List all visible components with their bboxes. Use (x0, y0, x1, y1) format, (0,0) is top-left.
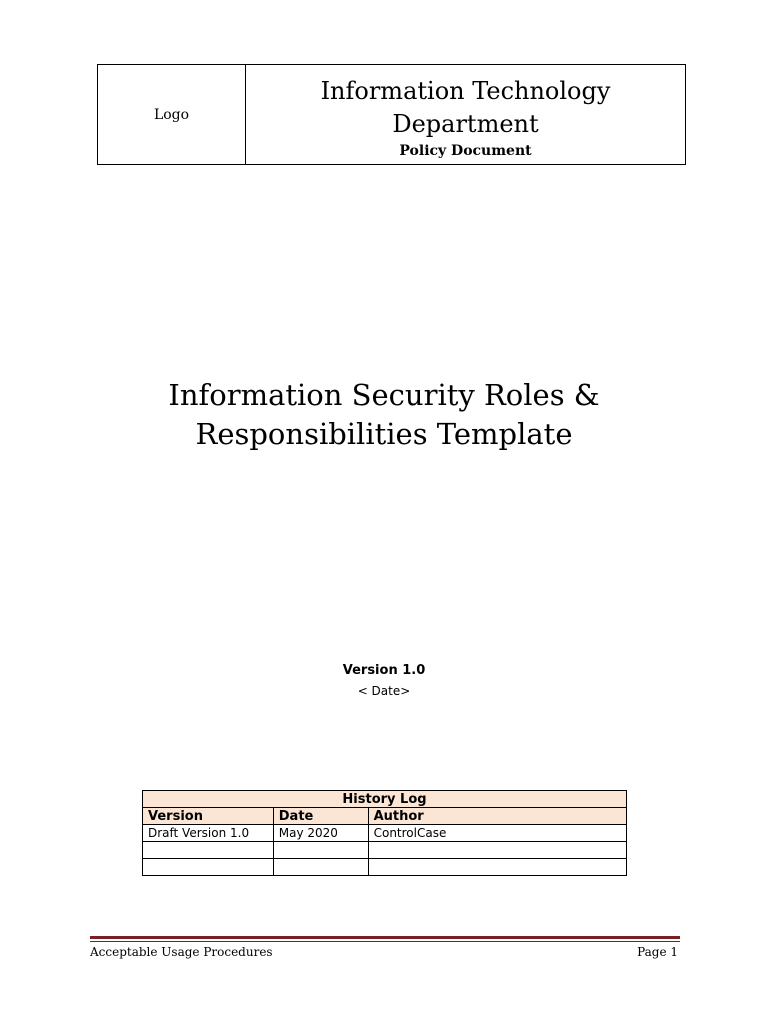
version-label: Version 1.0 (342, 663, 426, 678)
logo-text: Logo (153, 106, 190, 123)
table-cell (368, 842, 626, 859)
table-cell (273, 859, 368, 876)
document-subtitle: Policy Document (399, 142, 532, 159)
table-row (143, 842, 627, 859)
header-table (97, 64, 686, 165)
table-cell (273, 842, 368, 859)
column-header-author: Author (368, 808, 626, 825)
history-log-table (142, 790, 627, 876)
footer-rule-thin (90, 941, 680, 942)
history-log-caption: History Log (143, 791, 627, 808)
department-name-line2: Department (392, 109, 539, 138)
table-cell: Draft Version 1.0 (143, 825, 274, 842)
document-title-line2: Responsibilities Template (195, 417, 573, 451)
table-cell (368, 859, 626, 876)
logo-placeholder (98, 65, 246, 164)
table-row (143, 825, 627, 842)
table-cell: May 2020 (273, 825, 368, 842)
department-name-line1: Information Technology (320, 76, 611, 105)
history-log-caption-row (143, 791, 627, 808)
table-row (143, 859, 627, 876)
footer-rule-thick (90, 936, 680, 939)
department-cell (246, 65, 685, 164)
column-header-date: Date (273, 808, 368, 825)
table-cell (143, 842, 274, 859)
history-log-header-row (143, 808, 627, 825)
table-cell: ControlCase (368, 825, 626, 842)
column-header-version: Version (143, 808, 274, 825)
document-title-line1: Information Security Roles & (168, 378, 600, 412)
date-placeholder: < Date> (357, 684, 411, 698)
footer-document-name: Acceptable Usage Procedures (90, 945, 273, 959)
document-title (0, 376, 768, 454)
footer-page-number: Page 1 (637, 945, 678, 959)
table-cell (143, 859, 274, 876)
